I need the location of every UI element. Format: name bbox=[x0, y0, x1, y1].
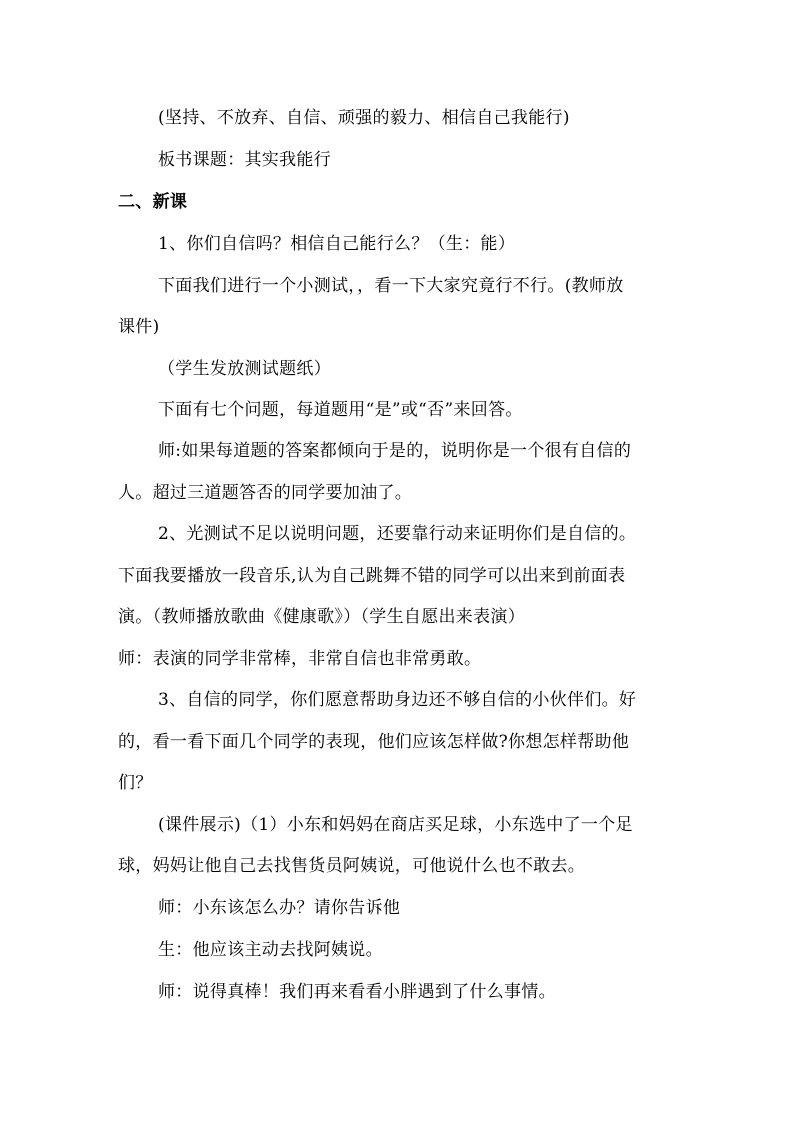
paragraph-line: （学生发放测试题纸） bbox=[158, 359, 331, 379]
paragraph-line: 师：小东该怎么办？请你告诉他 bbox=[158, 898, 401, 918]
paragraph-line: 师:如果每道题的答案都倾向于是的，说明你是一个很有自信的 bbox=[158, 441, 632, 461]
paragraph-line: (课件展示)（1）小东和妈妈在商店买足球，小东选中了一个足 bbox=[158, 815, 633, 835]
paragraph-line: 下面有七个问题，每道题用“是”或“否”来回答。 bbox=[158, 400, 523, 420]
paragraph-line: 1、你们自信吗？相信自己能行么？（生：能） bbox=[158, 234, 516, 254]
paragraph-line: 们？ bbox=[118, 773, 153, 793]
paragraph-line: 师：表演的同学非常棒，非常自信也非常勇敢。 bbox=[118, 649, 482, 669]
paragraph-line: 生：他应该主动去找阿姨说。 bbox=[158, 940, 383, 960]
paragraph-line: 2、光测试不足以说明问题，还要靠行动来证明你们是自信的。 bbox=[158, 524, 637, 544]
paragraph-line: 下面我要播放一段音乐,认为自己跳舞不错的同学可以出来到前面表 bbox=[118, 566, 626, 586]
paragraph-line: 课件) bbox=[118, 317, 160, 337]
paragraph-line: 的，看一看下面几个同学的表现，他们应该怎样做?你想怎样帮助他 bbox=[118, 732, 630, 752]
paragraph-line: 人。超过三道题答否的同学要加油了。 bbox=[118, 483, 413, 503]
paragraph-line: 师：说得真棒！我们再来看看小胖遇到了什么事情。 bbox=[158, 982, 556, 1002]
paragraph-line: (坚持、不放弃、自信、顽强的毅力、相信自己我能行) bbox=[158, 108, 570, 128]
paragraph-line: 球，妈妈让他自己去找售货员阿姨说，可他说什么也不敢去。 bbox=[118, 856, 586, 876]
paragraph-line: 下面我们进行一个小测试，，看一下大家究竟行不行。(教师放 bbox=[158, 276, 624, 296]
section-heading: 二、新课 bbox=[118, 192, 188, 212]
paragraph-line: 3、自信的同学，你们愿意帮助身边还不够自信的小伙伴们。好 bbox=[158, 690, 637, 710]
paragraph-line: 板书课题：其实我能行 bbox=[158, 150, 331, 170]
paragraph-line: 演。（教师播放歌曲《健康歌》）（学生自愿出来表演） bbox=[118, 607, 525, 627]
